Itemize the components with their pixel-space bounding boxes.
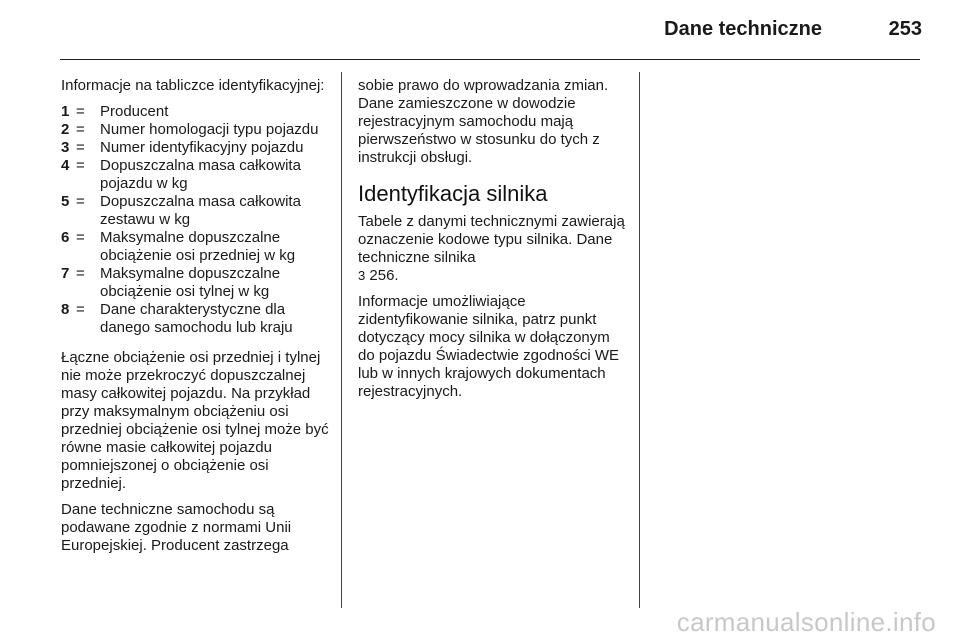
definition-equals: = — [76, 103, 85, 120]
axle-load-paragraph: Łączne obciążenie osi przedniej i tylnej nie może przekroczyć dopuszczalnej masy całkowitej pojazdu. Na przykład przy maksymalnym obciążeniu osi przedniej obciążenie osi tylnej może być równe masie całkowitej pojazdu pomniejszonej o obciążenie osi przedniej. — [61, 349, 329, 492]
plate-definition-list — [61, 103, 329, 337]
header-divider — [60, 59, 920, 60]
definition-equals: = — [76, 193, 85, 210]
middle-column — [358, 77, 628, 409]
definition-number: 5 — [61, 193, 70, 210]
column-divider-left — [341, 72, 342, 608]
definition-number: 8 — [61, 301, 70, 318]
definition-number: 3 — [61, 139, 70, 156]
definition-text: Numer identyfikacyjny pojazdu — [100, 139, 304, 156]
definition-number: 4 — [61, 157, 70, 174]
definition-item — [61, 121, 329, 139]
eu-norms-paragraph: Dane techniczne samochodu są podawane zgodnie z normami Unii Europejskiej. Producent zastrzega — [61, 501, 292, 554]
plate-intro: Informacje na tabliczce identyfikacyjnej: — [61, 77, 325, 94]
definition-text: Maksymalne dopuszczalne obciążenie osi przedniej w kg — [100, 229, 296, 264]
definition-number: 7 — [61, 265, 70, 282]
definition-text: Producent — [100, 103, 169, 120]
definition-number: 2 — [61, 121, 70, 138]
definition-text: Maksymalne dopuszczalne obciążenie osi tylnej w kg — [100, 265, 281, 300]
left-column — [61, 77, 329, 563]
page-reference-arrow-icon: 3 — [358, 268, 366, 283]
running-header-title: Dane techniczne — [664, 18, 822, 40]
definition-item — [61, 193, 329, 229]
definition-equals: = — [76, 157, 85, 174]
page-reference-link[interactable]: 256. — [369, 267, 399, 284]
definition-item — [61, 265, 329, 301]
column-divider-right — [639, 72, 640, 608]
definition-equals: = — [76, 229, 85, 246]
definition-text: Dopuszczalna masa całkowita zestawu w kg — [100, 193, 301, 228]
definition-text: Dopuszczalna masa całkowita pojazdu w kg — [100, 157, 301, 192]
definition-item — [61, 301, 329, 337]
engine-tables-paragraph — [358, 213, 628, 285]
definition-item — [61, 103, 329, 121]
definition-equals: = — [76, 301, 85, 318]
watermark-text: carmanualsonline.info — [676, 607, 936, 637]
continuation-paragraph: sobie prawo do wprowadzania zmian. Dane zamieszczone w dowodzie rejestracyjnym samochodu mają pierwszeństwo w stosunku do tych z instrukcji obsługi. — [358, 77, 609, 166]
definition-text: Numer homologacji typu pojazdu — [100, 121, 319, 138]
definition-item — [61, 229, 329, 265]
definition-item — [61, 139, 329, 157]
engine-info-paragraph: Informacje umożliwiające zidentyfikowanie silnika, patrz punkt dotyczący mocy silnika w dołączonym do pojazdu Świadectwie zgodności WE lub w innych krajowych dokumentach rejestracyjnych. — [358, 293, 619, 400]
definition-equals: = — [76, 139, 85, 156]
definition-number: 6 — [61, 229, 70, 246]
definition-item — [61, 157, 329, 193]
definition-text: Dane charakterystyczne dla danego samochodu lub kraju — [100, 301, 293, 336]
definition-number: 1 — [61, 103, 70, 120]
definition-equals: = — [76, 265, 85, 282]
definition-equals: = — [76, 121, 85, 138]
engine-tables-text: Tabele z danymi technicznymi zawierają oznaczenie kodowe typu silnika. Dane techniczne silnika — [358, 213, 625, 266]
page-number: 253 — [888, 18, 922, 40]
section-heading-engine-id: Identyfikacja silnika — [358, 181, 548, 206]
